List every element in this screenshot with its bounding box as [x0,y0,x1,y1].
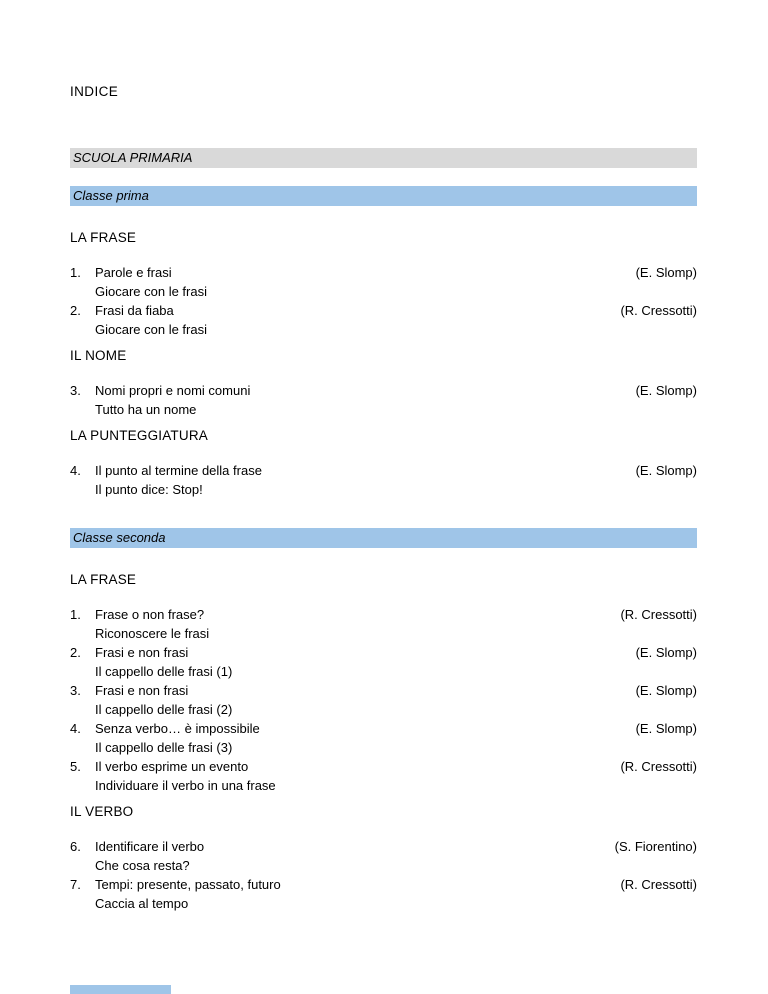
topic-heading: IL NOME [70,348,127,363]
entry-subtitle-line [70,624,697,643]
index-entry [70,719,697,757]
index-entry [70,605,697,643]
entry-subtitle-line [70,662,697,681]
entry-subtitle: Il cappello delle frasi (1) [95,664,233,679]
entry-number-spacer [70,480,95,499]
entry-author: (R. Cressotti) [620,607,697,622]
topic-group [70,572,697,795]
entry-title: Il punto al termine della frase [95,463,262,478]
entry-author: (E. Slomp) [635,463,697,478]
entry-title: Frasi e non frasi [95,683,189,698]
entry-title-line [70,643,697,662]
entry-number-spacer [70,700,95,719]
entry-subtitle-line [70,282,697,301]
class-section [70,528,697,913]
entry-number: 1. [70,607,81,622]
entry-number: 4. [70,463,81,478]
class-groups [70,572,697,913]
topic-heading: IL VERBO [70,804,134,819]
index-entry [70,875,697,913]
entry-title-line [70,461,697,480]
index-entry [70,461,697,499]
next-class-banner-partial [70,985,171,994]
topic-heading: LA FRASE [70,230,137,245]
entry-subtitle-line [70,700,697,719]
entry-title-line [70,301,697,320]
entry-number: 2. [70,645,81,660]
entry-number-spacer [70,662,95,681]
entry-subtitle: Il punto dice: Stop! [95,482,203,497]
class-groups [70,230,697,499]
entry-subtitle: Caccia al tempo [95,896,189,911]
entry-subtitle-line [70,320,697,339]
entry-number-spacer [70,738,95,757]
entry-subtitle-line [70,738,697,757]
entry-subtitle: Tutto ha un nome [95,402,197,417]
entry-subtitle: Il cappello delle frasi (2) [95,702,233,717]
entry-title-line [70,263,697,282]
index-entry [70,681,697,719]
entry-title: Identificare il verbo [95,839,205,854]
entry-title: Parole e frasi [95,265,172,280]
entry-author: (R. Cressotti) [620,303,697,318]
topic-group [70,230,697,339]
entry-title: Frasi da fiaba [95,303,174,318]
entry-subtitle: Che cosa resta? [95,858,190,873]
entry-author: (S. Fiorentino) [614,839,697,854]
entry-author: (E. Slomp) [635,721,697,736]
entry-subtitle-line [70,480,697,499]
item-list [70,381,697,419]
entry-number-spacer [70,624,95,643]
entry-author: (R. Cressotti) [620,759,697,774]
entry-number-spacer [70,894,95,913]
entry-title: Frase o non frase? [95,607,205,622]
topic-group [70,348,697,419]
entry-title: Frasi e non frasi [95,645,189,660]
entry-subtitle-line [70,894,697,913]
entry-number: 6. [70,839,81,854]
entry-author: (E. Slomp) [635,265,697,280]
topic-heading: LA PUNTEGGIATURA [70,428,208,443]
index-entry [70,381,697,419]
topic-heading: LA FRASE [70,572,137,587]
entry-author: (E. Slomp) [635,383,697,398]
item-list [70,461,697,499]
entry-number: 5. [70,759,81,774]
index-entry [70,301,697,339]
entry-number-spacer [70,856,95,875]
entry-title-line [70,837,697,856]
entry-title: Nomi propri e nomi comuni [95,383,251,398]
page-content [70,84,697,913]
entry-subtitle: Giocare con le frasi [95,322,207,337]
entry-number: 3. [70,683,81,698]
entry-subtitle: Individuare il verbo in una frase [95,778,276,793]
item-list [70,263,697,339]
entry-title-line [70,381,697,400]
topic-group [70,428,697,499]
index-entry [70,263,697,301]
entry-number-spacer [70,320,95,339]
class-section [70,186,697,499]
entry-title-line [70,681,697,700]
entry-author: (E. Slomp) [635,683,697,698]
entry-subtitle-line [70,856,697,875]
entry-author: (R. Cressotti) [620,877,697,892]
topic-group [70,804,697,913]
item-list [70,605,697,795]
entry-subtitle: Riconoscere le frasi [95,626,210,641]
index-entry [70,643,697,681]
item-list [70,837,697,913]
entry-number-spacer [70,282,95,301]
entry-title-line [70,719,697,738]
entry-number: 3. [70,383,81,398]
entry-subtitle-line [70,776,697,795]
entry-subtitle-line [70,400,697,419]
index-entry [70,757,697,795]
entry-title-line [70,757,697,776]
entry-title: Il verbo esprime un evento [95,759,249,774]
entry-title: Tempi: presente, passato, futuro [95,877,281,892]
primary-section-banner: SCUOLA PRIMARIA [70,148,697,168]
entry-title: Senza verbo… è impossibile [95,721,260,736]
class-sections [70,186,697,913]
entry-number: 2. [70,303,81,318]
class-banner: Classe seconda [70,528,697,548]
entry-number: 7. [70,877,81,892]
entry-title-line [70,605,697,624]
page-title: INDICE [70,84,119,99]
index-entry [70,837,697,875]
class-banner: Classe prima [70,186,697,206]
entry-number-spacer [70,776,95,795]
entry-title-line [70,875,697,894]
entry-number: 1. [70,265,81,280]
entry-subtitle: Il cappello delle frasi (3) [95,740,233,755]
entry-author: (E. Slomp) [635,645,697,660]
entry-subtitle: Giocare con le frasi [95,284,207,299]
entry-number-spacer [70,400,95,419]
entry-number: 4. [70,721,81,736]
